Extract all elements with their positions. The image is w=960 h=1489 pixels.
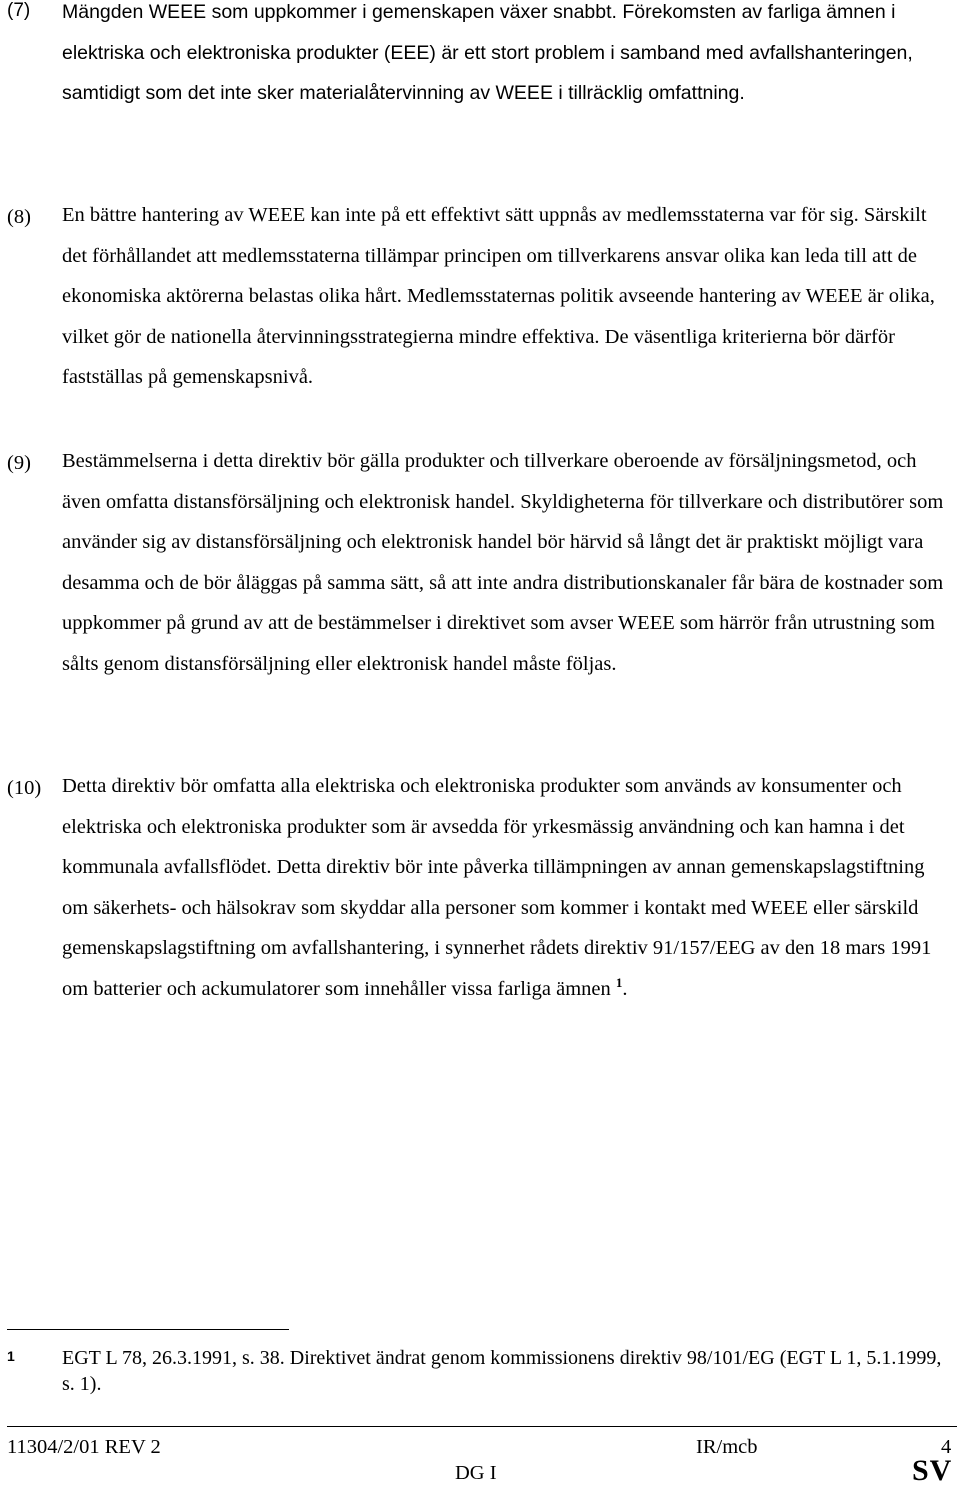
footnote-text: EGT L 78, 26.3.1991, s. 38. Direktivet ändrat genom kommissionens direktiv 98/101/EG (EGT L 1, 5.1.1999, s. 1).: [62, 1347, 942, 1395]
author-initials: IR/mcb: [696, 1436, 758, 1458]
recital-number: (8): [7, 206, 31, 228]
recital-paragraph: Mängden WEEE som uppkommer i gemenskapen växer snabbt. Förekomsten av farliga ämnen i elektriska och elektroniska produkter (EEE) är ett stort problem i samband med avfallshanteringen, samtidigt som det inte sker materialåtervinning av WEEE i tillräcklig omfattning.: [62, 1, 913, 104]
recital-paragraph: En bättre hantering av WEEE kan inte på ett effektivt sätt uppnås av medlemsstaterna var för sig. Särskilt det förhållandet att medlemsstaterna tillämpar principen om tillverkarens ansvar olika kan leda till att de ekonomiska aktörerna belastas olika hårt. Medlemsstaternas politik avseende hantering av WEEE är olika, vilket gör de nationella återvinningsstrategierna mindre effektiva. De väsentliga kriterierna bör därför fastställas på gemenskapsnivå.: [62, 204, 935, 388]
language-code: SV: [912, 1454, 953, 1487]
end-punctuation: .: [622, 977, 628, 1000]
recital-text: [62, 766, 955, 1009]
footer-separator: [7, 1426, 957, 1427]
document-reference: 11304/2/01 REV 2: [7, 1436, 161, 1458]
recital-number: (9): [7, 452, 31, 474]
footnote-separator: [7, 1329, 289, 1330]
directorate-general: DG I: [455, 1462, 497, 1484]
recital-text: [62, 0, 955, 114]
footnote-reference[interactable]: 1: [615, 974, 623, 990]
recital-paragraph: Bestämmelserna i detta direktiv bör gälla produkter och tillverkare oberoende av försäljningsmetod, och även omfatta distansförsäljning och elektronisk handel. Skyldigheterna för tillverkare och distributörer som använder sig av distansförsäljning och elektronisk handel bör härvid så långt det är praktiskt möjligt vara desamma och de bör åläggas på samma sätt, så att inte andra distributionskanaler får bära de kostnader som uppkommer på grund av att de bestämmelser i direktivet som avser WEEE som härrör från utrustning som sålts genom distansförsäljning eller elektronisk handel måste följas.: [62, 450, 944, 675]
recital-number: (10): [7, 777, 42, 799]
recital-text: [62, 195, 955, 398]
footnote-mark: 1: [7, 1348, 15, 1364]
recital-text: [62, 441, 955, 684]
recital-paragraph: [62, 766, 955, 1009]
recital-number: (7): [7, 0, 31, 21]
recital-paragraph-text: Detta direktiv bör omfatta alla elektriska och elektroniska produkter som används av konsumenter och elektriska och elektroniska produkter som är avsedda för yrkesmässig användning och kan hamna i det kommunala avfallsflödet. Detta direktiv bör inte påverka tillämpningen av annan gemenskapslagstiftning om säkerhets- och hälsokrav som skyddar alla personer som kommer i kontakt med WEEE eller särskild gemenskapslagstiftning om avfallshantering, i synnerhet rådets direktiv 91/157/EEG av den 18 mars 1991 om batterier och ackumulatorer som innehåller vissa farliga ämnen: [62, 775, 932, 1000]
page-number: 4: [941, 1436, 952, 1458]
